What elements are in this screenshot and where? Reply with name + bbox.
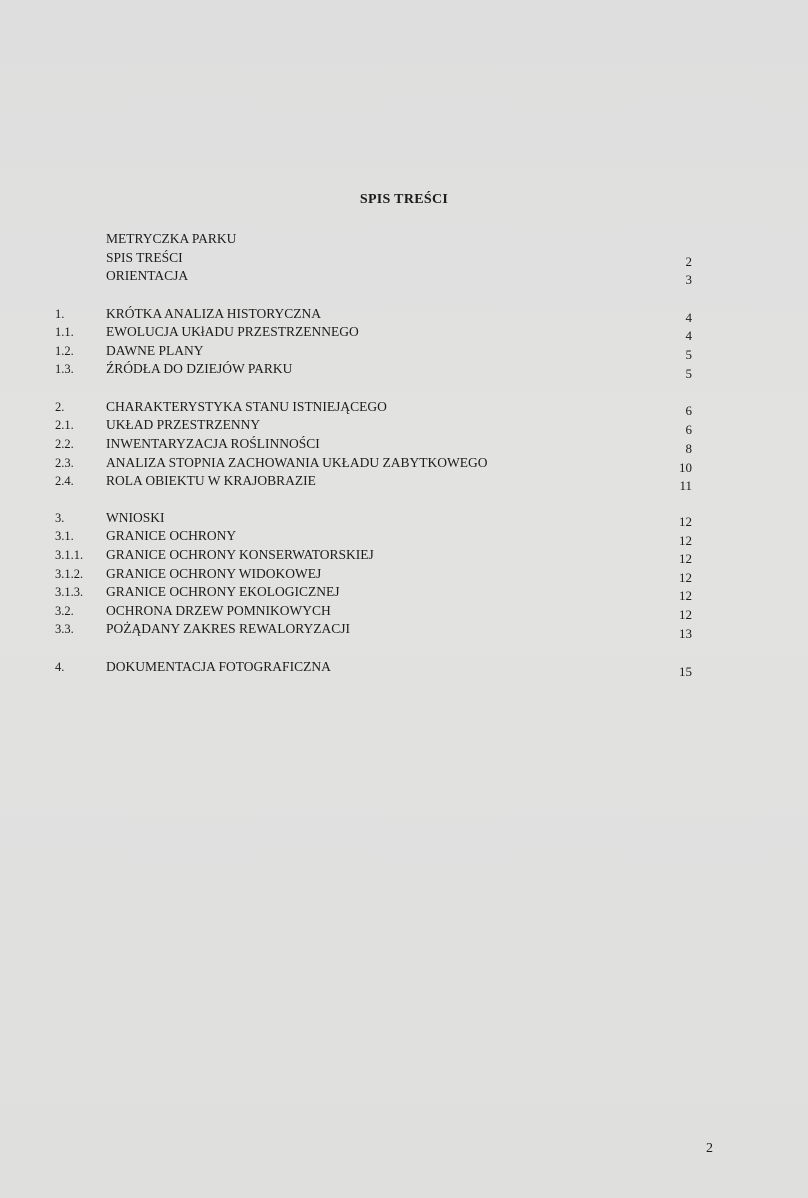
toc-entry — [0, 546, 808, 564]
toc-entry — [0, 527, 808, 548]
toc-entry-page: 4 — [685, 310, 692, 325]
toc-entry-label: CHARAKTERYSTYKA STANU ISTNIEJĄCEGO — [106, 399, 387, 414]
toc-entry — [0, 230, 808, 248]
toc-entry — [0, 509, 808, 527]
page-number: 2 — [706, 1141, 713, 1156]
toc-entry-label: GRANICE OCHRONY WIDOKOWEJ — [106, 566, 322, 581]
toc-entry-number: 3.2. — [55, 604, 74, 618]
toc-entry — [0, 342, 808, 360]
toc-entry-page: 6 — [685, 422, 692, 437]
toc-entry-number: 3.1.3. — [55, 585, 84, 599]
toc-entry-label: GRANICE OCHRONY — [106, 528, 237, 543]
toc-entry — [0, 416, 808, 437]
toc-entry-number: 3.1.1. — [55, 548, 84, 562]
toc-entry — [0, 472, 808, 493]
toc-entry-number: 1. — [55, 307, 65, 321]
toc-entry-page: 12 — [679, 570, 692, 585]
toc-entry-label: WNIOSKI — [106, 510, 165, 525]
toc-entry — [0, 583, 808, 601]
toc-entry-page: 3 — [685, 272, 692, 287]
toc-entry-page: 6 — [685, 403, 692, 418]
toc-entry-page: 5 — [685, 366, 692, 381]
toc-entry — [0, 249, 808, 267]
toc-entry-page: 11 — [679, 478, 692, 493]
toc-entry-page: 8 — [685, 441, 692, 456]
toc-entry-page: 2 — [685, 254, 692, 269]
toc-entry — [0, 398, 808, 416]
toc-entry-label: POŻĄDANY ZAKRES REWALORYZACJI — [106, 621, 351, 636]
toc-entry-number: 3.1.2. — [55, 567, 84, 581]
toc-entry-number: 2.1. — [55, 418, 74, 432]
toc-entry-page: 12 — [679, 514, 692, 529]
toc-entry-page: 10 — [679, 460, 692, 475]
toc-entry-label: OCHRONA DRZEW POMNIKOWYCH — [106, 603, 331, 618]
toc-entry-label: ORIENTACJA — [106, 268, 189, 283]
toc-entry — [0, 435, 808, 456]
toc-entry-label: INWENTARYZACJA ROŚLINNOŚCI — [106, 436, 320, 451]
toc-entry-label: ANALIZA STOPNIA ZACHOWANIA UKŁADU ZABYTKOWEGO — [106, 455, 488, 470]
toc-entry-label: GRANICE OCHRONY KONSERWATORSKIEJ — [106, 547, 374, 562]
toc-entry-label: GRANICE OCHRONY EKOLOGICZNEJ — [106, 584, 340, 599]
toc-entry-label: UKŁAD PRZESTRZENNY — [106, 417, 261, 432]
toc-entry — [0, 305, 808, 323]
toc-entry-number: 2.2. — [55, 437, 74, 451]
toc-entry-number: 2. — [55, 400, 65, 414]
toc-entry-page: 12 — [679, 607, 692, 622]
toc-entry-number: 3. — [55, 511, 65, 525]
toc-entry-page: 15 — [679, 664, 692, 679]
toc-entry-number: 3.3. — [55, 622, 74, 636]
toc-entry-label: KRÓTKA ANALIZA HISTORYCZNA — [106, 306, 322, 321]
toc-heading: SPIS TREŚCI — [359, 192, 449, 207]
toc-entry-label: SPIS TREŚCI — [106, 250, 183, 265]
toc-entry — [0, 602, 808, 620]
toc-entry-page: 5 — [685, 347, 692, 362]
toc-entry-number: 2.3. — [55, 456, 74, 470]
toc-entry — [0, 620, 808, 641]
toc-entry-label: ŹRÓDŁA DO DZIEJÓW PARKU — [106, 361, 293, 376]
toc-entry — [0, 267, 808, 285]
toc-entry — [0, 360, 808, 381]
toc-entry-number: 3.1. — [55, 529, 74, 543]
toc-entry-number: 4. — [55, 660, 65, 674]
toc-entry-number: 1.2. — [55, 344, 74, 358]
toc-entry-label: EWOLUCJA UKłADU PRZESTRZENNEGO — [106, 324, 359, 339]
toc-entry-label: METRYCZKA PARKU — [106, 231, 237, 246]
toc-entry — [0, 323, 808, 341]
toc-entry-page: 4 — [685, 328, 692, 343]
toc-entry — [0, 565, 808, 583]
toc-entry-label: DOKUMENTACJA FOTOGRAFICZNA — [106, 659, 331, 674]
toc-entry-page: 12 — [679, 533, 692, 548]
toc-entry-number: 2.4. — [55, 474, 74, 488]
toc-entry — [0, 658, 808, 679]
toc-entry-page: 12 — [679, 551, 692, 566]
toc-entry-page: 12 — [679, 588, 692, 603]
toc-entry-label: DAWNE PLANY — [106, 343, 204, 358]
toc-entry-number: 1.3. — [55, 362, 74, 376]
toc-entry-page: 13 — [679, 626, 692, 641]
toc-entry-label: ROLA OBIEKTU W KRAJOBRAZIE — [106, 473, 316, 488]
toc-entry-number: 1.1. — [55, 325, 74, 339]
toc-entry — [0, 454, 808, 475]
